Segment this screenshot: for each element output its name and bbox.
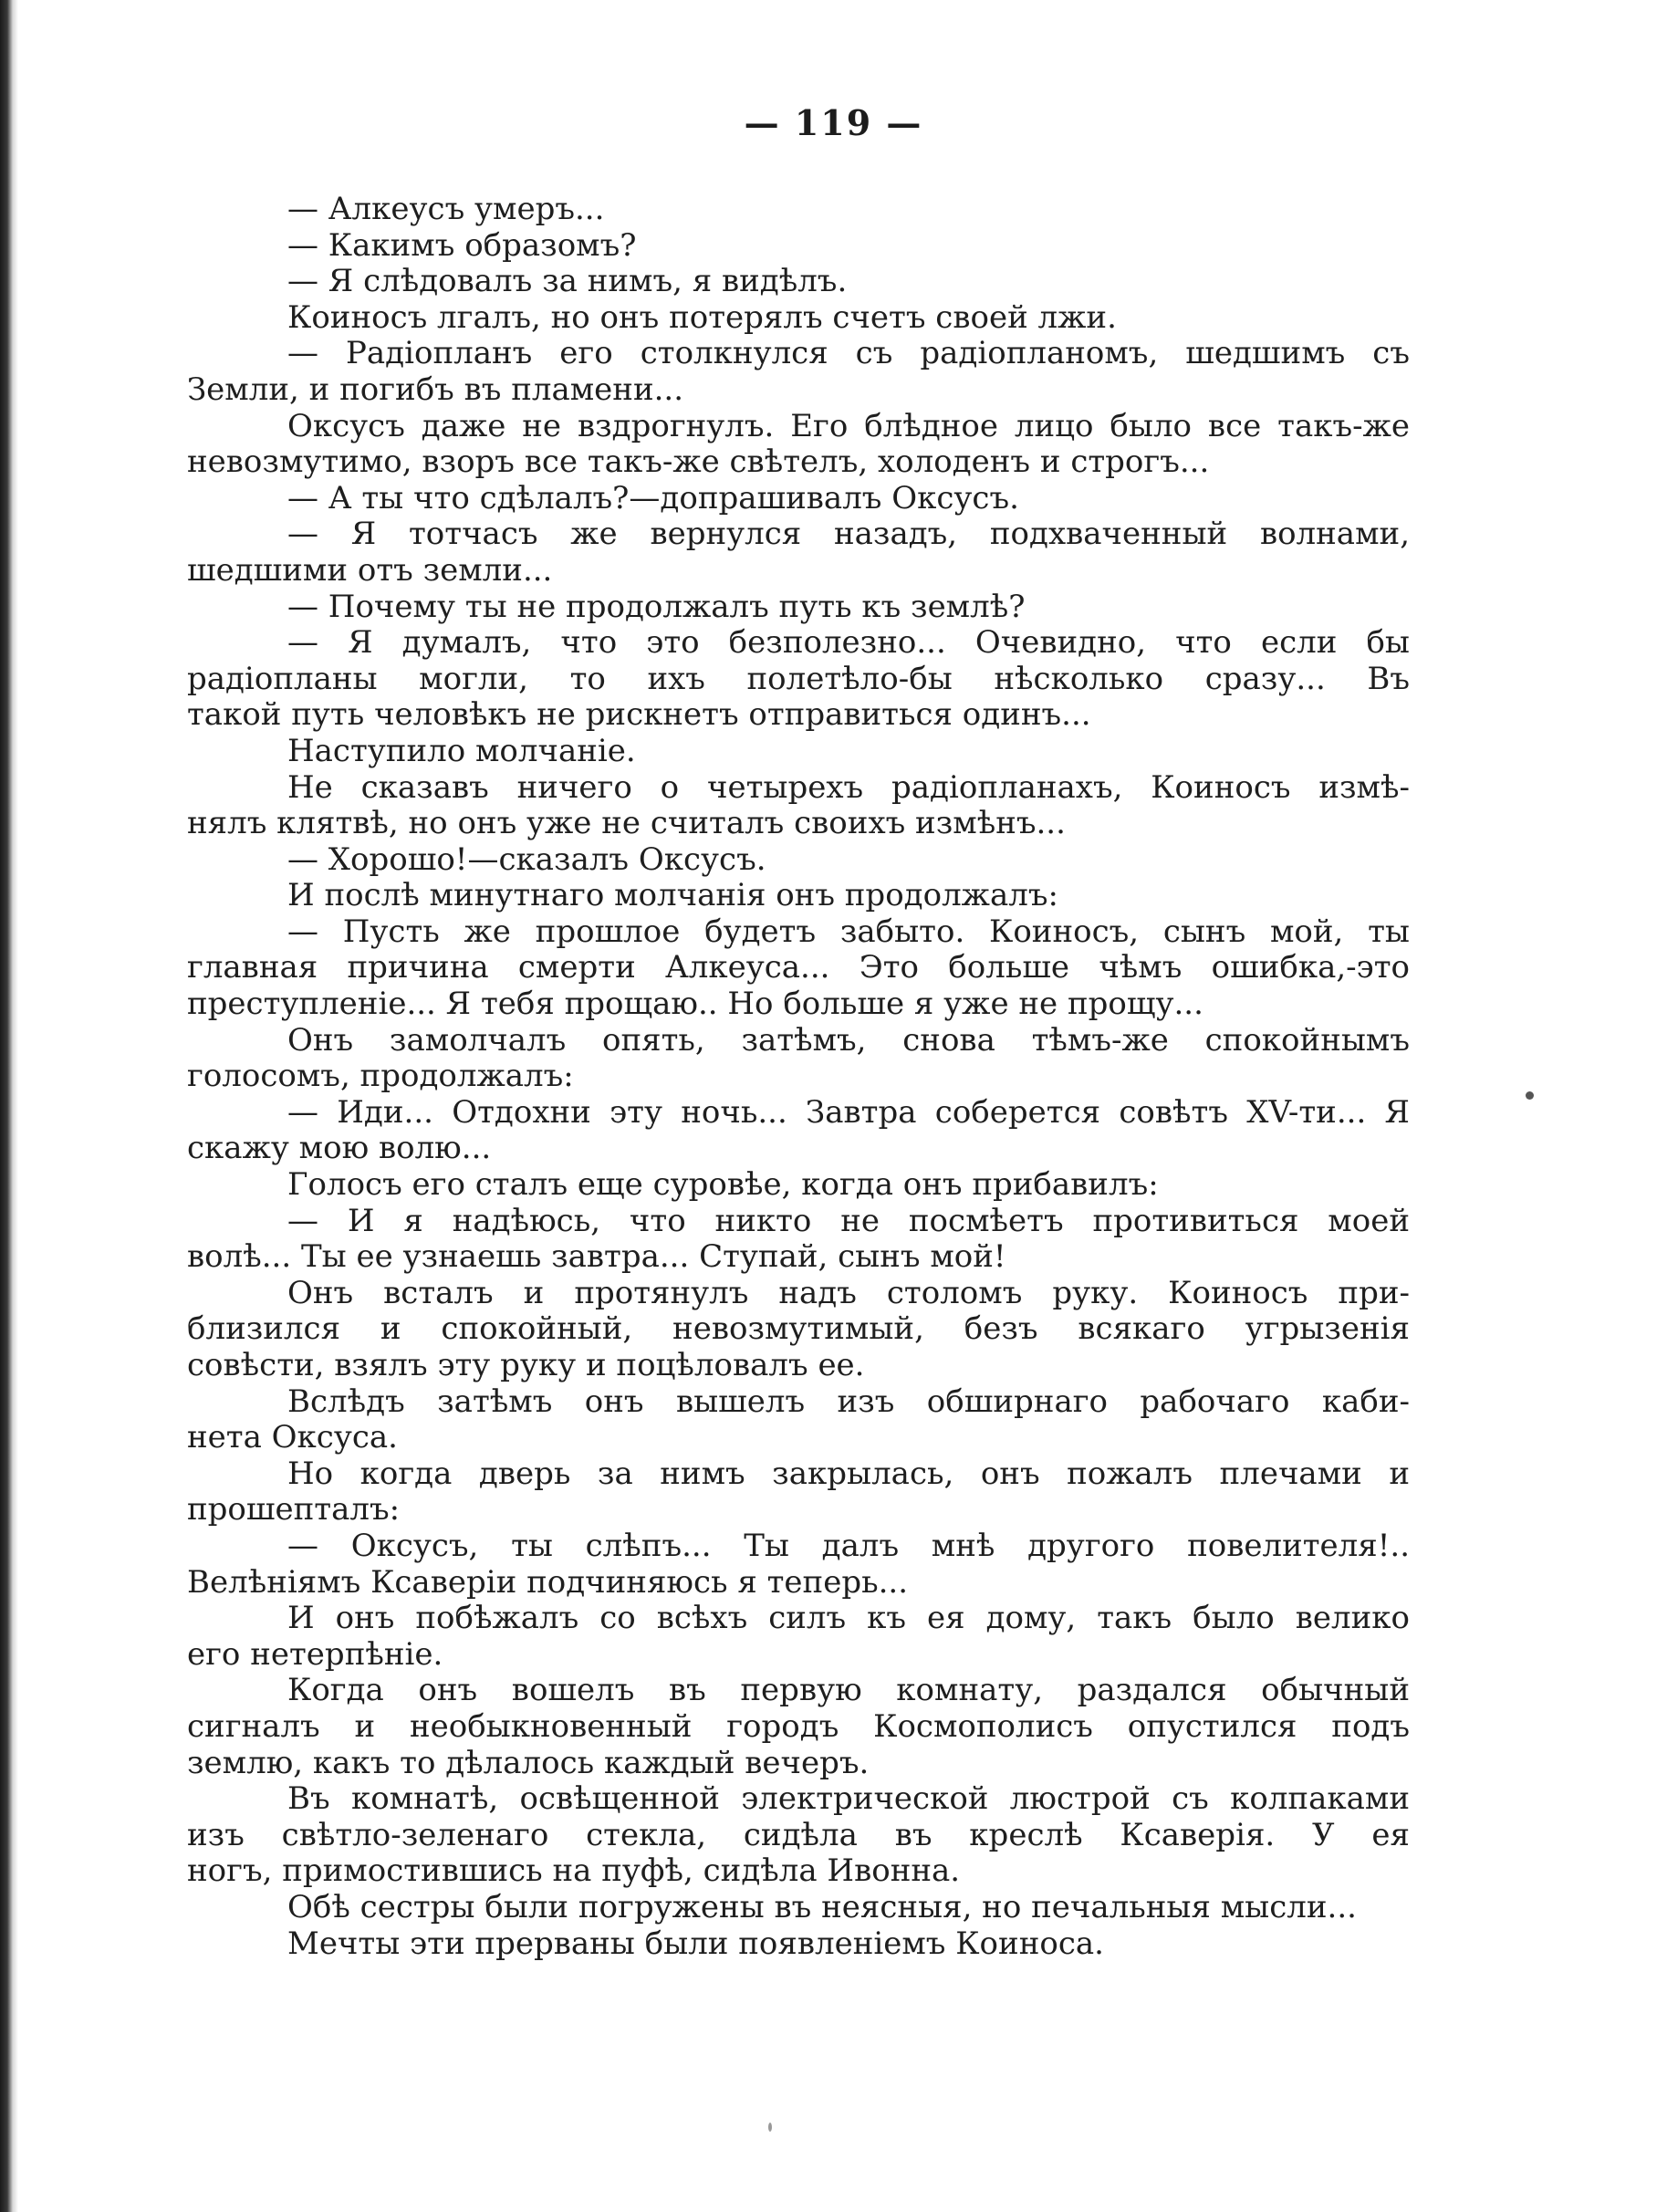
text-line: — Какимъ образомъ? — [287, 227, 637, 264]
text-line: прошепталъ: — [187, 1492, 401, 1529]
text-line: скажу мою волю... — [187, 1131, 492, 1167]
text-line: Вслѣдъ затѣмъ онъ вышелъ изъ обширнаго рабочаго каби- — [287, 1383, 1410, 1420]
text-line: его нетерпѣніе. — [187, 1636, 443, 1673]
text-line: — Пусть же прошлое будетъ забыто. Коиносъ, сынъ мой, ты — [287, 913, 1410, 950]
text-line: изъ свѣтло-зеленаго стекла, сидѣла въ креслѣ Ксаверія. У ея — [187, 1817, 1410, 1853]
text-line: Коиносъ лгалъ, но онъ потерялъ счетъ своей лжи. — [287, 299, 1117, 336]
text-line: радіопланы могли, то ихъ полетѣло-бы нѣсколько сразу... Въ — [187, 661, 1410, 697]
text-line: голосомъ, продолжалъ: — [187, 1059, 574, 1095]
text-line: — Алкеусъ умеръ... — [287, 192, 605, 227]
text-line: Обѣ сестры были погружены въ неясныя, но печальныя мысли... — [287, 1889, 1357, 1925]
text-line: преступленіе... Я тебя прощаю.. Но больше я уже не прощу... — [187, 986, 1203, 1023]
text-line: невозмутимо, взоръ все такъ-же свѣтелъ, холоденъ и строгъ... — [187, 444, 1210, 481]
text-line: — Я думалъ, что это безполезно... Очевидно, что если бы — [287, 625, 1410, 662]
text-line: Онъ замолчалъ опять, затѣмъ, снова тѣмъ-же спокойнымъ — [287, 1022, 1410, 1059]
scan-page-edge — [0, 0, 18, 2212]
text-line: — Я слѣдовалъ за нимъ, я видѣлъ. — [287, 264, 848, 300]
text-line: Голосъ его сталъ еще суровѣе, когда онъ прибавилъ: — [287, 1167, 1159, 1204]
text-line: Мечты эти прерваны были появленіемъ Коиноса. — [287, 1925, 1104, 1962]
text-line: Въ комнатѣ, освѣщенной электрической люстрой съ колпаками — [287, 1781, 1410, 1818]
text-line: — Радіопланъ его столкнулся съ радіопланомъ, шедшимъ съ — [287, 336, 1410, 372]
text-line: совѣсти, взялъ эту руку и поцѣловалъ ее. — [187, 1348, 865, 1383]
text-line: нялъ клятвѣ, но онъ уже не считалъ своихъ измѣнъ... — [187, 806, 1066, 842]
text-line: — Хорошо!—сказалъ Оксусъ. — [287, 841, 766, 878]
text-line: сигналъ и необыкновенный городъ Космополисъ опустился подъ — [187, 1708, 1410, 1745]
text-line: волѣ... Ты ее узнаешь завтра... Ступай, сынъ мой! — [187, 1239, 1006, 1276]
text-line: такой путь человѣкъ не рискнетъ отправиться одинъ... — [187, 697, 1091, 734]
text-line: — Я тотчасъ же вернулся назадъ, подхваченный волнами, — [287, 516, 1410, 553]
text-line: И послѣ минутнаго молчанія онъ продолжалъ: — [287, 878, 1058, 914]
text-line: землю, какъ то дѣлалось каждый вечеръ. — [187, 1745, 870, 1781]
text-line: — Оксусъ, ты слѣпъ... Ты далъ мнѣ другого повелителя!.. — [287, 1528, 1410, 1564]
page-body-text — [187, 192, 1410, 1962]
text-line: Когда онъ вошелъ въ первую комнату, раздался обычный — [287, 1673, 1410, 1709]
text-line: — Иди... Отдохни эту ночь... Завтра соберется совѣтъ XV-ти... Я — [287, 1094, 1410, 1131]
text-line: Не сказавъ ничего о четырехъ радіопланахъ, Коиносъ измѣ- — [287, 769, 1410, 806]
text-line: — Почему ты не продолжалъ путь къ землѣ? — [287, 589, 1026, 625]
text-line: ногъ, примостившись на пуфѣ, сидѣла Ивонна. — [187, 1853, 961, 1890]
text-line: шедшими отъ земли... — [187, 552, 553, 589]
scan-speck — [768, 2123, 772, 2132]
text-line: Оксусъ даже не вздрогнулъ. Его блѣдное лицо было все такъ-же — [287, 408, 1410, 444]
text-line: Онъ всталъ и протянулъ надъ столомъ руку. Коиносъ при- — [287, 1275, 1410, 1311]
text-line: — И я надѣюсь, что никто не посмѣетъ противиться моей — [287, 1203, 1410, 1239]
scan-speck — [1526, 1091, 1534, 1100]
text-line: главная причина смерти Алкеуса... Это больше чѣмъ ошибка,-это — [187, 950, 1410, 986]
text-line: Наступило молчаніе. — [287, 733, 636, 769]
text-line: Но когда дверь за нимъ закрылась, онъ пожалъ плечами и — [287, 1456, 1410, 1492]
text-line: близился и спокойный, невозмутимый, безъ всякаго угрызенія — [187, 1311, 1410, 1348]
text-line: нета Оксуса. — [187, 1420, 398, 1456]
text-line: Земли, и погибъ въ пламени... — [187, 371, 684, 408]
text-line: Велѣніямъ Ксаверіи подчиняюсь я теперь... — [187, 1564, 909, 1601]
text-line: — А ты что сдѣлалъ?—допрашивалъ Оксусъ. — [287, 480, 1019, 516]
page-number: — 119 — — [744, 102, 923, 143]
text-line: И онъ побѣжалъ со всѣхъ силъ къ ея дому, такъ было велико — [287, 1601, 1410, 1637]
